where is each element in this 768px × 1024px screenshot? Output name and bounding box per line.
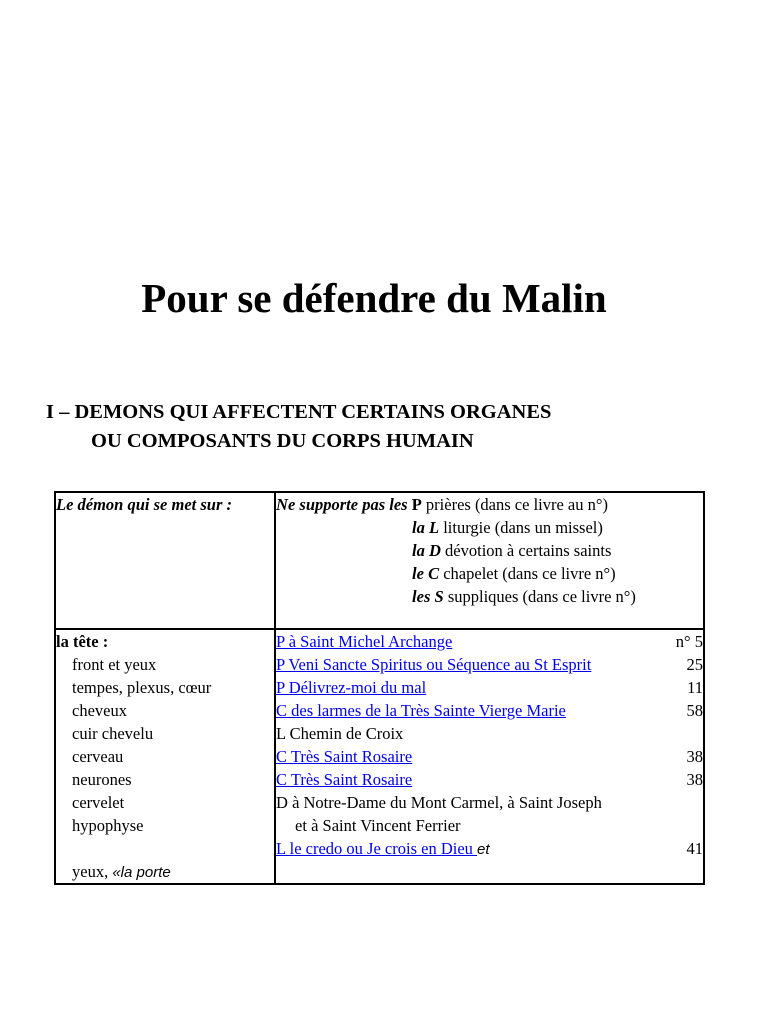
remedy-link[interactable]: P à Saint Michel Archange	[276, 632, 453, 651]
legend-text: dévotion à certains saints	[440, 541, 612, 560]
remedy-row	[276, 653, 703, 676]
legend-code: C	[428, 564, 440, 583]
remedy-link[interactable]: P Veni Sancte Spiritus ou Séquence au St Esprit	[276, 655, 592, 674]
organ-item-italic: «la porte	[112, 864, 171, 881]
header-intro-italic: Ne supporte pas les	[276, 495, 412, 514]
section-heading	[46, 398, 551, 456]
organs-cell	[55, 629, 275, 884]
header-intro-code: P	[411, 495, 422, 514]
header-intro	[276, 493, 703, 516]
remedy-link[interactable]: P Délivrez-moi du mal	[276, 678, 427, 697]
remedy-row	[276, 791, 703, 814]
document-title: Pour se défendre du Malin	[141, 275, 607, 321]
remedy-text: L Chemin de Croix	[276, 724, 404, 743]
section-heading-line1: I – DEMONS QUI AFFECTENT CERTAINS ORGANES	[46, 401, 552, 423]
organ-item: hypophyse	[72, 816, 144, 835]
legend-item	[276, 516, 703, 539]
remedy-row	[276, 745, 703, 768]
legend-text: chapelet (dans ce livre n°)	[439, 564, 616, 583]
remedy-number: 11	[687, 678, 703, 697]
legend-article: le	[412, 564, 429, 583]
legend-item	[276, 562, 703, 585]
remedy-number: 25	[686, 655, 703, 674]
remedy-link[interactable]: C Très Saint Rosaire	[276, 770, 413, 789]
remedy-number: 41	[686, 839, 703, 858]
legend-code: D	[429, 541, 441, 560]
remedy-row	[276, 676, 703, 699]
legend-code: S	[434, 587, 444, 606]
remedy-number: 38	[686, 747, 703, 766]
remedy-link[interactable]: C Très Saint Rosaire	[276, 747, 413, 766]
header-intro-text: prières (dans ce livre au n°)	[421, 495, 608, 514]
organ-item: cervelet	[72, 793, 125, 812]
remedy-line	[276, 837, 490, 860]
legend-article: la	[412, 541, 429, 560]
organ-item-text: yeux,	[72, 862, 113, 881]
legend-text: liturgie (dans un missel)	[439, 518, 603, 537]
legend-article: la	[412, 518, 429, 537]
table-header-row	[55, 492, 704, 629]
remedy-number: 38	[686, 770, 703, 789]
group-label: la tête :	[56, 632, 109, 651]
organ-item: cuir chevelu	[72, 724, 154, 743]
spacer	[56, 837, 274, 860]
demons-table	[54, 491, 705, 885]
remedy-row	[276, 768, 703, 791]
organ-item: neurones	[72, 770, 132, 789]
remedy-row	[276, 814, 703, 837]
remedy-link[interactable]: C des larmes de la Très Sainte Vierge Marie	[276, 701, 566, 720]
section-heading-line2: OU COMPOSANTS DU CORPS HUMAIN	[91, 430, 474, 452]
remedy-row	[276, 630, 703, 653]
remedy-link[interactable]: L le credo ou Je crois en Dieu	[276, 839, 478, 858]
remedy-number: 58	[686, 701, 703, 720]
remedies-cell	[275, 629, 704, 884]
header-left-cell: Le démon qui se met sur :	[55, 492, 275, 629]
remedy-number	[699, 722, 703, 745]
remedy-suffix: et	[477, 841, 490, 858]
legend-item	[276, 585, 703, 608]
remedy-number: n° 5	[675, 632, 703, 651]
organ-item: tempes, plexus, cœur	[72, 678, 212, 697]
organ-item	[56, 860, 274, 883]
table-body-row	[55, 629, 704, 884]
legend-text: suppliques (dans ce livre n°)	[443, 587, 636, 606]
legend-item	[276, 539, 703, 562]
remedy-number	[699, 791, 703, 814]
remedy-row	[276, 699, 703, 722]
remedy-row	[276, 837, 703, 860]
legend-code: L	[429, 518, 440, 537]
organ-item: front et yeux	[72, 655, 157, 674]
header-right-cell	[275, 492, 704, 629]
remedy-text: D à Notre-Dame du Mont Carmel, à Saint Joseph	[276, 793, 602, 812]
legend-article: les	[412, 587, 435, 606]
remedy-row	[276, 722, 703, 745]
organ-item: cheveux	[72, 701, 127, 720]
remedy-continuation: et à Saint Vincent Ferrier	[295, 816, 461, 835]
organ-item: cerveau	[72, 747, 124, 766]
